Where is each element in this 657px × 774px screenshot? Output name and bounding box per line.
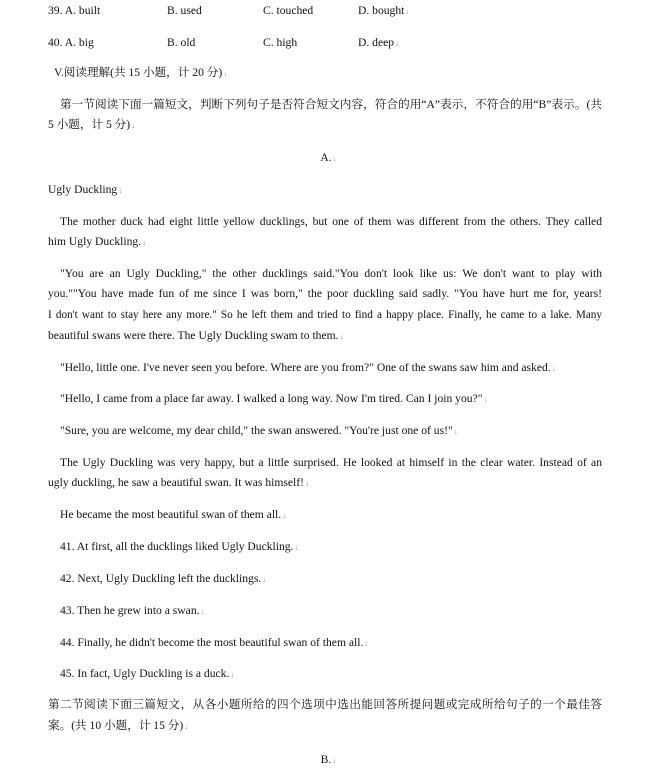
q40-option-a: A. big bbox=[64, 36, 94, 49]
q40-option-b: B. old bbox=[167, 36, 196, 49]
paragraph-5: "Sure, you are welcome, my dear child," the swan answered. "You're just one of us!"↓ bbox=[60, 424, 458, 437]
paragraph-2-line1: "You are an Ugly Duckling," the other ducklings said."You don't look like us: We don't want to play with bbox=[60, 267, 602, 280]
section-heading: V.阅读理解(共 15 小题，计 20 分)↓ bbox=[54, 66, 228, 79]
part2-instruction-line2: 案。(共 10 小题，计 15 分)↓ bbox=[48, 719, 189, 732]
paragraph-2-line2: you.""You have made fun of me since I was born," the poor duckling said sadly. "You have hurt me for, years! bbox=[48, 287, 602, 300]
passage-b-label: B.↓ bbox=[320, 753, 337, 766]
paragraph-2-line4: beautiful swans were there. The Ugly Duckling swam to them.↓ bbox=[48, 329, 344, 342]
paragraph-2-line3: I don't want to stay here any more." So he left them and tried to find a happy place. Finally, he came to a lake. Many bbox=[48, 309, 602, 321]
question-40: 40. A. big bbox=[48, 36, 94, 49]
statement-42: 42. Next, Ugly Duckling left the ducklings.↓ bbox=[60, 572, 267, 585]
story-title: Ugly Duckling↓ bbox=[48, 183, 123, 196]
paragraph-6-line2: ugly duckling, he saw a beautiful swan. It was himself!↓ bbox=[48, 476, 309, 489]
paragraph-6-line1: The Ugly Duckling was very happy, but a little surprised. He looked at himself in the clear water. Instead of an bbox=[60, 456, 602, 469]
statement-44: 44. Finally, he didn't become the most beautiful swan of them all.↓ bbox=[60, 636, 369, 649]
question-39: 39. A. built bbox=[48, 4, 101, 17]
paragraph-7: He became the most beautiful swan of them all.↓ bbox=[60, 508, 287, 521]
part1-instruction-line2: 5 小题，计 5 分)↓ bbox=[48, 118, 136, 131]
q39-option-d: D. bought↓ bbox=[358, 4, 410, 17]
part2-instruction-line1: 第二节阅读下面三篇短文，从各小题所给的四个选项中选出能回答所提问题或完成所给句子的一个最佳答 bbox=[48, 698, 602, 711]
paragraph-1-line1: The mother duck had eight little yellow ducklings, but one of them was different from the others. They called bbox=[60, 215, 602, 228]
q40-option-c: C. high bbox=[263, 36, 298, 49]
paragraph-4: "Hello, I came from a place far away. I walked a long way. Now I'm tired. Can I join you?"↓ bbox=[60, 392, 488, 405]
statement-41: 41. At first, all the ducklings liked Ugly Duckling.↓ bbox=[60, 540, 299, 553]
q39-option-a: A. built bbox=[64, 4, 101, 17]
statement-45: 45. In fact, Ugly Duckling is a duck.↓ bbox=[60, 667, 235, 680]
q39-option-b: B. used bbox=[167, 4, 202, 17]
statement-43: 43. Then he grew into a swan.↓ bbox=[60, 604, 205, 617]
q39-option-c: C. touched bbox=[263, 4, 314, 17]
paragraph-1-line2: him Ugly Duckling.↓ bbox=[48, 235, 147, 248]
q40-option-d: D. deep↓ bbox=[358, 36, 400, 49]
part1-instruction-line1: 第一节阅读下面一篇短文，判断下列句子是否符合短文内容，符合的用“A”表示，不符合的用“B”表示。(共 bbox=[60, 98, 602, 111]
passage-a-label: A.↓ bbox=[320, 151, 337, 164]
paragraph-3: "Hello, little one. I've never seen you before. Where are you from?" One of the swans saw him and asked.↓ bbox=[60, 361, 556, 374]
